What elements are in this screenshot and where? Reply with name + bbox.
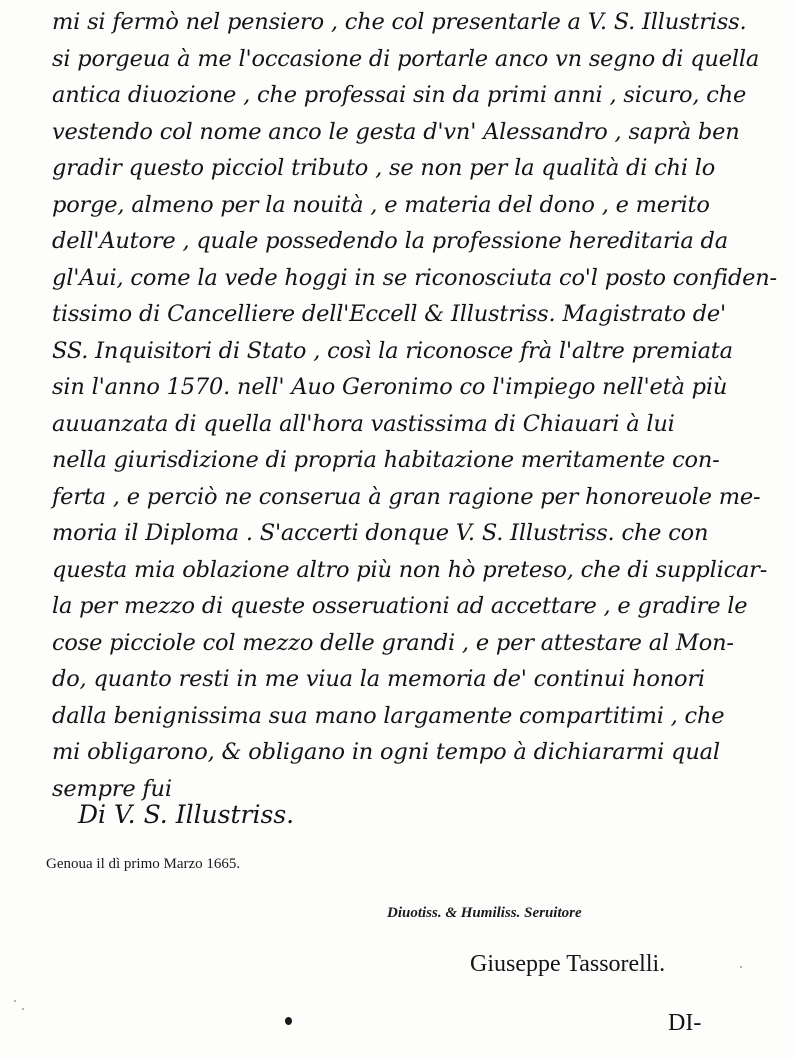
text-line: gradir questo picciol tributo , se non per la qualità di chi lo xyxy=(52,155,716,181)
closing-salutation: Di V. S. Illustriss. xyxy=(78,800,295,829)
text-line: do, quanto resti in me viua la memoria de' continui honori xyxy=(52,666,705,692)
text-line: SS. Inquisitori di Stato , così la riconosce frà l'altre premiata xyxy=(52,337,733,364)
text-line: si porgeua à me l'occasione di portarle anco vn segno di quella xyxy=(52,45,760,72)
text-line: dell'Autore , quale possedendo la professione hereditaria da xyxy=(52,228,728,254)
paper-speck xyxy=(22,1008,24,1010)
text-line: moria il Diploma . S'accerti donque V. S. Illustriss. che con xyxy=(52,520,709,546)
text-line: questa mia oblazione altro più non hò preteso, che di supplicar- xyxy=(52,556,768,583)
paper-speck xyxy=(740,966,742,968)
signer-name: Giuseppe Tassorelli. xyxy=(470,951,666,977)
text-line: ferta , e perciò ne conserua à gran ragione per honoreuole me- xyxy=(52,483,761,510)
text-line: sempre fui xyxy=(52,775,172,802)
text-line: vestendo col nome anco le gesta d'vn' Alessandro , saprà ben xyxy=(52,118,740,145)
dateline: Genoua il dì primo Marzo 1665. xyxy=(46,856,241,872)
text-line: mi obligarono, & obligano in ogni tempo à dichiararmi qual xyxy=(52,739,720,765)
text-line: nella giurisdizione di propria habitazione meritamente con- xyxy=(52,447,720,473)
body-text xyxy=(52,4,782,807)
text-line: tissimo di Cancelliere dell'Eccell & Illustriss. Magistrato de' xyxy=(52,301,727,327)
text-line: sin l'anno 1570. nell' Auo Geronimo co l'impiego nell'età più xyxy=(52,374,728,400)
text-line: dalla benignissima sua mano largamente compartitimi , che xyxy=(52,702,725,729)
ornament-dot-icon xyxy=(285,1017,292,1025)
servant-subscription: Diuotiss. & Humiliss. Seruitore xyxy=(387,905,582,921)
text-line: gl'Aui, come la vede hoggi in se riconosciuta co'l posto confiden- xyxy=(52,264,777,291)
text-line: auuanzata di quella all'hora vastissima di Chiauari à lui xyxy=(52,410,675,437)
text-line: la per mezzo di queste osseruationi ad accettare , e gradire le xyxy=(52,593,748,619)
text-line: porge, almeno per la nouità , e materia del dono , e merito xyxy=(52,191,710,218)
paper-speck xyxy=(14,1000,16,1002)
text-line: antica diuozione , che professai sin da primi anni , sicuro, che xyxy=(52,82,747,108)
text-line: mi si fermò nel pensiero , che col presentarle a V. S. Illustriss. xyxy=(52,9,747,35)
text-line: cose picciole col mezzo delle grandi , e per attestare al Mon- xyxy=(52,629,734,656)
catchword: DI- xyxy=(668,1010,702,1036)
